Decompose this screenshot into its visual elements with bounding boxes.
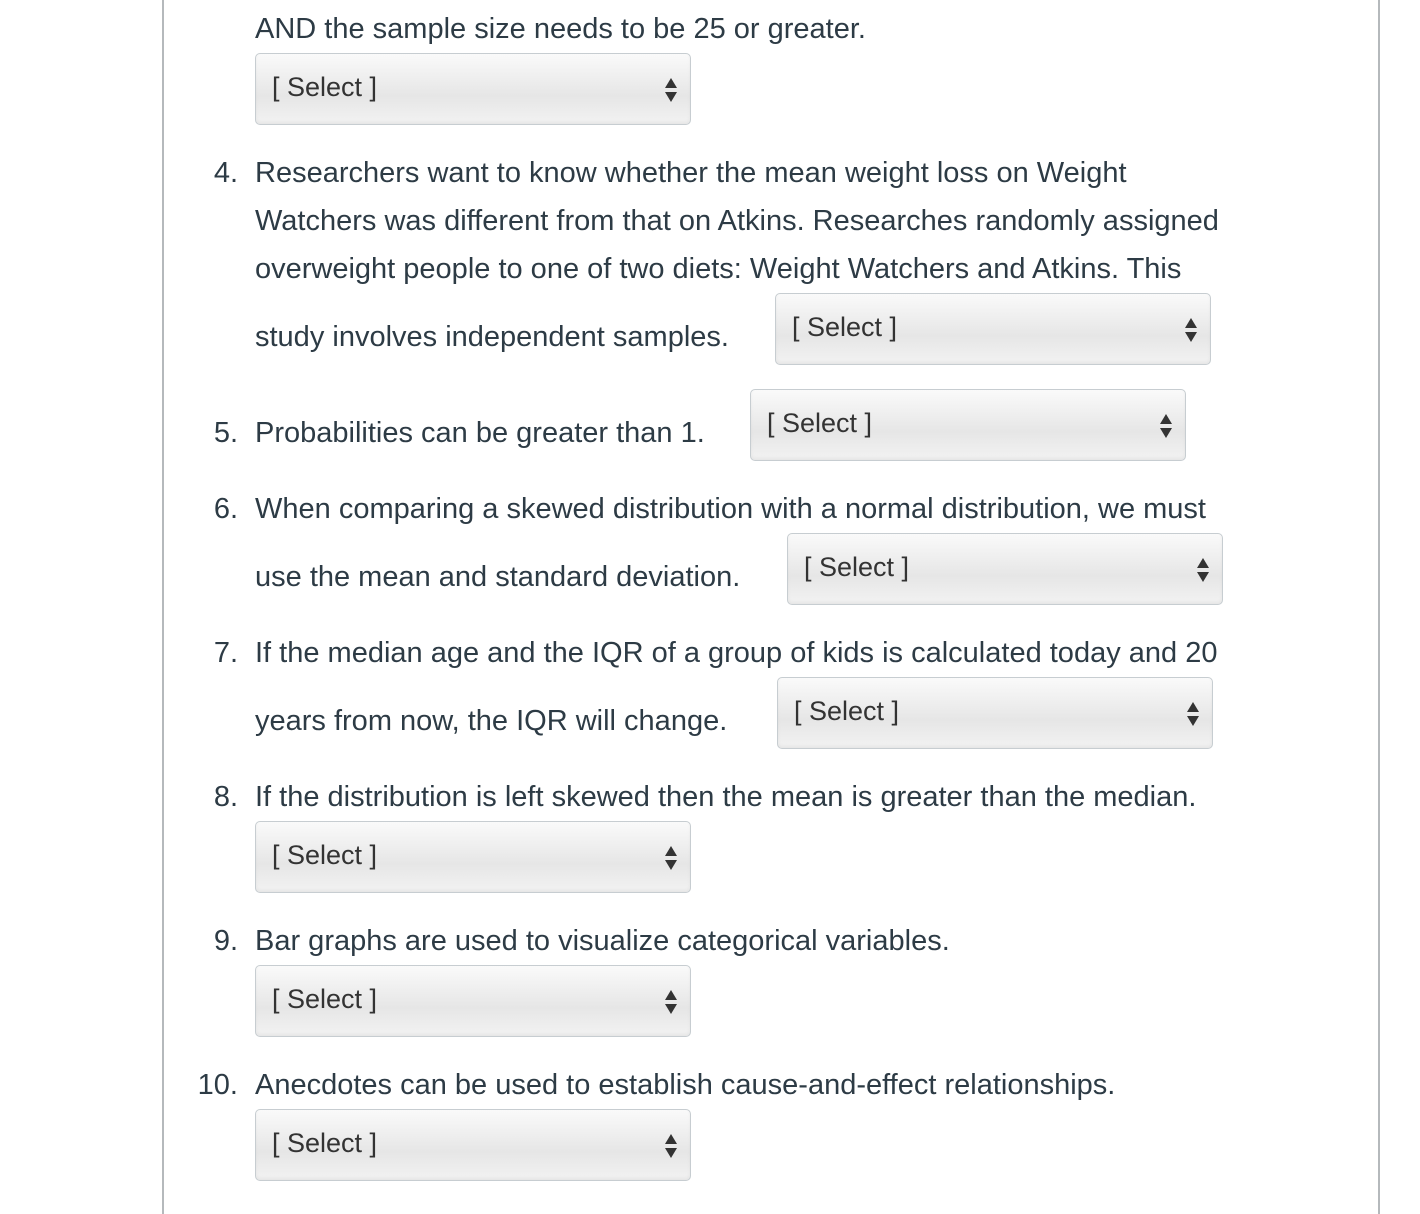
question-8-text: If the distribution is left skewed then the mean is greater than the median. (255, 781, 1197, 813)
question-5-select[interactable] (750, 389, 1186, 461)
question-number: 5. (213, 417, 238, 449)
question-9-text: Bar graphs are used to visualize categorical variables. (255, 925, 950, 957)
up-down-arrows-icon (1184, 316, 1198, 344)
content-right-border (1378, 0, 1380, 1214)
question-4-text: Researchers want to know whether the mean weight loss on Weight (255, 157, 1127, 189)
content-left-border (162, 0, 164, 1214)
question-4-text: Watchers was different from that on Atkins. Researches randomly assigned (255, 205, 1219, 237)
question-7-select[interactable] (777, 677, 1213, 749)
up-down-arrows-icon (664, 1132, 678, 1160)
up-down-arrows-icon (1196, 556, 1210, 584)
select-label: [ Select ] (272, 72, 378, 102)
question-10-select[interactable] (255, 1109, 691, 1181)
up-down-arrows-icon (1159, 412, 1173, 440)
question-9-select[interactable] (255, 965, 691, 1037)
select-label: [ Select ] (272, 984, 378, 1014)
question-7-text: years from now, the IQR will change. (255, 705, 728, 737)
question-5-text: Probabilities can be greater than 1. (255, 417, 705, 449)
select-label: [ Select ] (792, 312, 898, 342)
select-label: [ Select ] (767, 408, 873, 438)
up-down-arrows-icon (664, 988, 678, 1016)
question-4-select[interactable] (775, 293, 1211, 365)
question-3-tail: AND the sample size needs to be 25 or greater. (255, 13, 866, 45)
question-number: 6. (213, 493, 238, 525)
question-6-select[interactable] (787, 533, 1223, 605)
question-number: 8. (213, 781, 238, 813)
question-8-select[interactable] (255, 821, 691, 893)
question-10-text: Anecdotes can be used to establish cause-and-effect relationships. (255, 1069, 1116, 1101)
select-label: [ Select ] (272, 1128, 378, 1158)
question-number: 10. (197, 1069, 238, 1101)
question-number: 7. (213, 637, 238, 669)
question-4-text: overweight people to one of two diets: Weight Watchers and Atkins. This (255, 253, 1182, 285)
up-down-arrows-icon (664, 76, 678, 104)
select-label: [ Select ] (804, 552, 910, 582)
select-label: [ Select ] (272, 840, 378, 870)
question-6-text: When comparing a skewed distribution with a normal distribution, we must (255, 493, 1206, 525)
question-number: 4. (213, 157, 238, 189)
up-down-arrows-icon (664, 844, 678, 872)
question-4-text: study involves independent samples. (255, 321, 729, 353)
question-3-select[interactable] (255, 53, 691, 125)
question-number: 9. (213, 925, 238, 957)
question-6-text: use the mean and standard deviation. (255, 561, 741, 593)
select-label: [ Select ] (794, 696, 900, 726)
up-down-arrows-icon (1186, 700, 1200, 728)
question-7-text: If the median age and the IQR of a group of kids is calculated today and 20 (255, 637, 1218, 669)
